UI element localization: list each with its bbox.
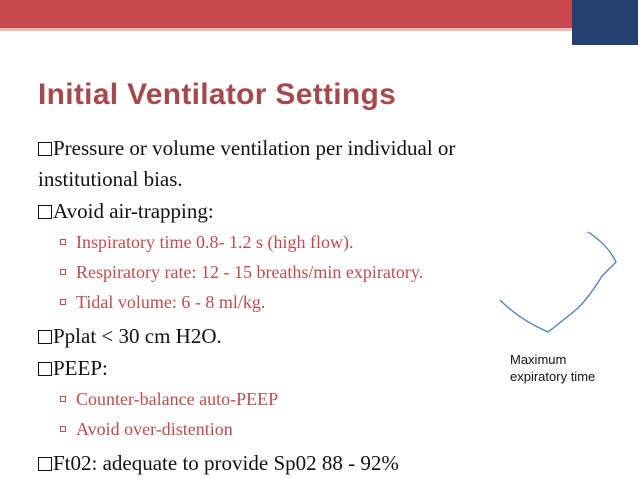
sub-bullet-tidal-volume: Tidal volume: 6 - 8 ml/kg. — [60, 292, 265, 313]
bullet-ventilation: Pressure or volume ventilation per individual or — [38, 136, 455, 161]
sub-bullet-over-distention: Avoid over-distention — [60, 419, 233, 440]
bullet-peep: PEEP: — [38, 356, 108, 381]
annotation-line-2: expiratory time — [510, 369, 596, 384]
bullet-air-trapping: Avoid air-trapping: — [38, 199, 214, 224]
annotation-label — [510, 351, 595, 385]
annotation-line-1: Maximum — [510, 352, 567, 367]
sub-bullet-auto-peep: Counter-balance auto-PEEP — [60, 389, 278, 410]
sub-bullet-inspiratory-time: Inspiratory time 0.8- 1.2 s (high flow). — [60, 232, 353, 253]
bullet-pplat: Pplat < 30 cm H2O. — [38, 324, 222, 349]
sub-bullet-respiratory-rate: Respiratory rate: 12 - 15 breaths/min expiratory. — [60, 262, 423, 283]
bullet-ventilation-continuation: institutional bias. — [38, 167, 183, 191]
bullet-fio2: Ft02: adequate to provide Sp02 88 - 92% — [38, 451, 399, 476]
slide-title: Initial Ventilator Settings — [38, 78, 397, 111]
